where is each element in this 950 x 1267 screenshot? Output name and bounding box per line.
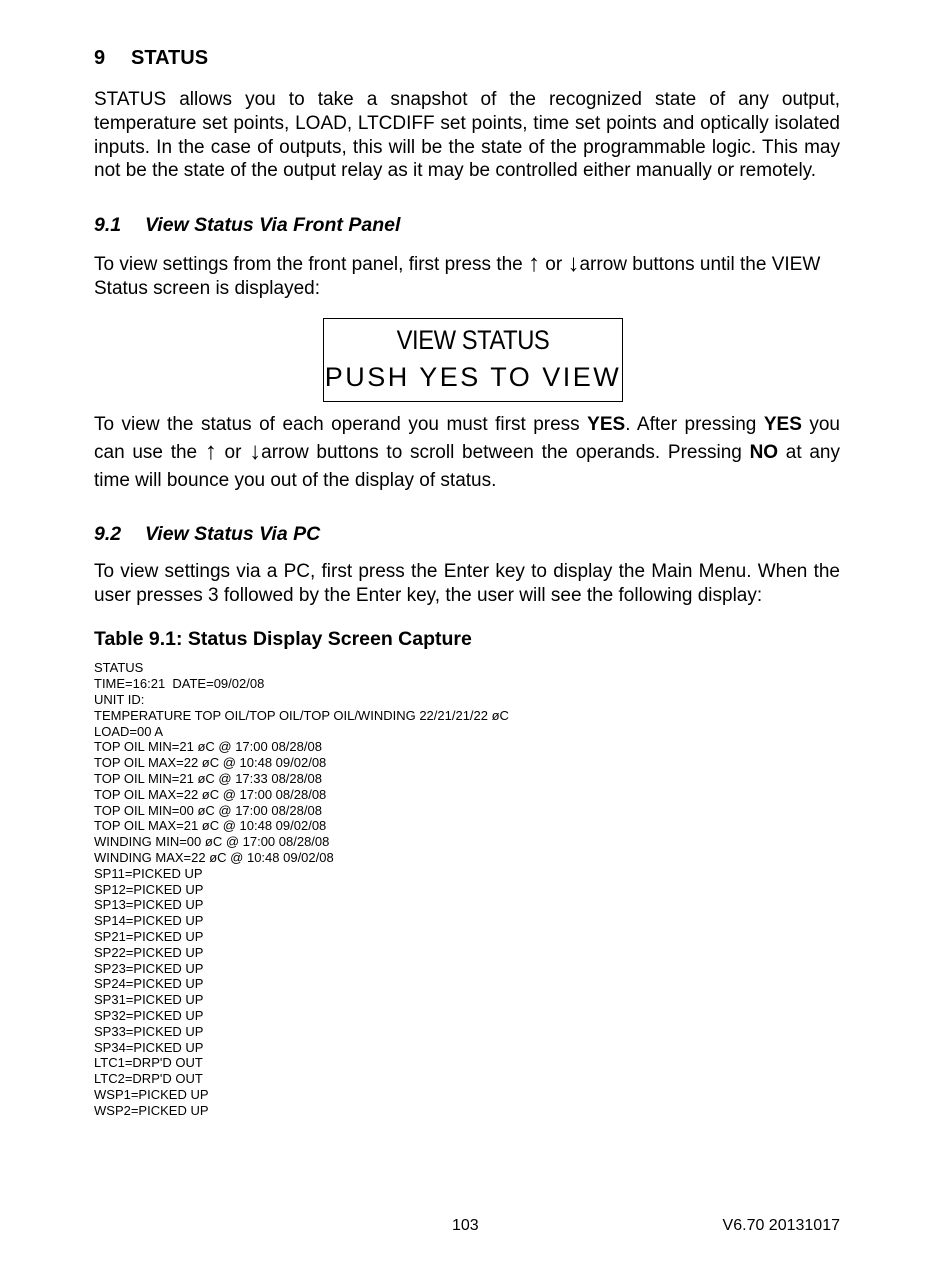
capture-line: WSP2=PICKED UP (94, 1102, 209, 1118)
subsection-number: 9.1 (94, 214, 122, 237)
down-arrow-icon: ↓ (567, 250, 580, 278)
section-title: STATUS (131, 47, 209, 69)
section-intro: STATUS allows you to take a snapshot of the recognized state of any output, temperature set points, LOAD, LTCDIFF set points, time set points and optically isolated inputs. In the case of outputs, this will be the state of the programmable logic. This may not be the state of the output relay as it may be controlled either manually or remotely. (94, 89, 840, 182)
capture-line: TOP OIL MAX=21 øC @ 10:48 09/02/08 (94, 818, 327, 834)
lcd-line-2: PUSH YES TO VIEW (324, 361, 622, 392)
lcd-display (323, 318, 623, 402)
capture-line: TEMPERATURE TOP OIL/TOP OIL/TOP OIL/WINDING 22/21/21/22 øC (94, 707, 509, 723)
capture-line: SP13=PICKED UP (94, 897, 204, 913)
capture-line: SP33=PICKED UP (94, 1023, 204, 1039)
text-run: arrow buttons until the VIEW Status screen is displayed: (94, 254, 821, 299)
capture-line: SP14=PICKED UP (94, 913, 204, 929)
yes-key-label: YES (763, 413, 802, 435)
capture-line: UNIT ID: (94, 691, 145, 707)
yes-key-label: YES (587, 413, 626, 435)
down-arrow-icon: ↓ (249, 437, 262, 465)
capture-line: SP11=PICKED UP (94, 865, 203, 881)
subsection-title: View Status Via Front Panel (145, 214, 401, 237)
lcd-line-1: VIEW STATUS (396, 324, 550, 355)
up-arrow-icon: ↑ (528, 250, 541, 278)
capture-line: TOP OIL MAX=22 øC @ 10:48 09/02/08 (94, 755, 327, 771)
text-run: you can use the (94, 413, 840, 463)
section-number: 9 (94, 47, 106, 69)
document-page (94, 44, 840, 1118)
capture-line: LTC1=DRP'D OUT (94, 1055, 203, 1071)
capture-line: SP21=PICKED UP (94, 928, 204, 944)
up-arrow-icon: ↑ (204, 437, 217, 465)
text-run: arrow buttons to scroll between the operands. Pressing (261, 441, 750, 463)
status-screen-capture (94, 660, 840, 1118)
capture-line: WINDING MIN=00 øC @ 17:00 08/28/08 (94, 834, 330, 850)
text-run: or (216, 441, 250, 463)
capture-line: SP31=PICKED UP (94, 992, 204, 1008)
page-number: 103 (452, 1217, 479, 1234)
capture-line: TOP OIL MAX=22 øC @ 17:00 08/28/08 (94, 786, 327, 802)
capture-line: TOP OIL MIN=21 øC @ 17:00 08/28/08 (94, 739, 322, 755)
capture-line: LTC2=DRP'D OUT (94, 1071, 203, 1087)
capture-line: WINDING MAX=22 øC @ 10:48 09/02/08 (94, 849, 334, 865)
capture-line: SP23=PICKED UP (94, 960, 204, 976)
capture-line: LOAD=00 A (94, 723, 164, 739)
subsection-heading-9-1 (94, 212, 840, 238)
capture-line: WSP1=PICKED UP (94, 1086, 209, 1102)
text-run: . After pressing (625, 413, 764, 435)
capture-line: SP22=PICKED UP (94, 944, 204, 960)
subsection-number: 9.2 (94, 522, 122, 545)
capture-line: SP34=PICKED UP (94, 1039, 204, 1055)
no-key-label: NO (749, 441, 779, 463)
section-heading (94, 44, 840, 72)
capture-line: TIME=16:21 DATE=09/02/08 (94, 676, 265, 692)
capture-line: SP12=PICKED UP (94, 881, 204, 897)
capture-line: TOP OIL MIN=21 øC @ 17:33 08/28/08 (94, 770, 322, 786)
pc-instructions: To view settings via a PC, first press the Enter key to display the Main Menu. When the user presses 3 followed by the Enter key, the user will see the following display: (94, 560, 840, 606)
table-caption: Table 9.1: Status Display Screen Capture (94, 628, 472, 651)
text-run: To view the status of each operand you must first press (94, 413, 588, 435)
front-panel-instructions (94, 252, 840, 301)
capture-line: SP32=PICKED UP (94, 1007, 204, 1023)
text-run: To view settings from the front panel, first press the (94, 254, 529, 276)
capture-line: SP24=PICKED UP (94, 976, 204, 992)
operand-instructions (94, 411, 840, 495)
subsection-heading-9-2 (94, 521, 840, 547)
text-run: at any time will bounce you out of the display of status. (94, 441, 840, 491)
text-run: or (540, 254, 568, 276)
document-version: V6.70 20131017 (722, 1217, 840, 1234)
capture-line: TOP OIL MIN=00 øC @ 17:00 08/28/08 (94, 802, 322, 818)
capture-line: STATUS (94, 660, 144, 676)
subsection-title: View Status Via PC (145, 522, 321, 545)
